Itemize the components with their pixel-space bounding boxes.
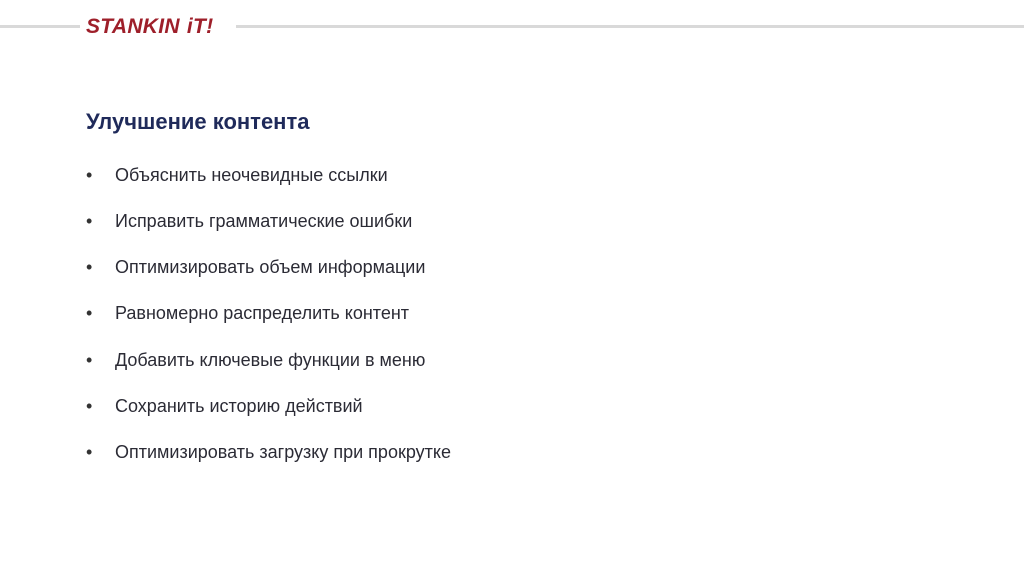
list-item — [86, 253, 451, 283]
list-item — [86, 160, 451, 190]
bullet-icon: • — [86, 164, 93, 185]
list-item-text: Оптимизировать объем информации — [115, 257, 426, 278]
bullet-icon: • — [86, 349, 93, 370]
slide-title: Улучшение контента — [86, 109, 310, 134]
list-item-text: Исправить грамматические ошибки — [115, 210, 413, 231]
list-item — [86, 345, 451, 375]
bullet-icon: • — [86, 395, 93, 416]
list-item-text: Оптимизировать загрузку при прокрутке — [115, 442, 451, 463]
list-item — [86, 299, 451, 329]
stankin-it-logo — [86, 12, 213, 40]
bullet-icon: • — [86, 210, 93, 231]
header-rule-right — [236, 25, 1024, 28]
logo-suffix: iT! — [186, 14, 214, 38]
list-item-text: Сохранить историю действий — [115, 395, 363, 416]
bullet-icon: • — [86, 303, 93, 324]
list-item-text: Объяснить неочевидные ссылки — [115, 164, 388, 185]
list-item-text: Равномерно распределить контент — [115, 303, 410, 324]
header-rule-left — [0, 25, 80, 28]
list-item — [86, 438, 451, 468]
list-item — [86, 391, 451, 421]
list-item-text: Добавить ключевые функции в меню — [115, 349, 426, 370]
logo-wordmark: STANKIN — [86, 14, 180, 38]
content-bullet-list — [86, 160, 451, 484]
bullet-icon: • — [86, 257, 93, 278]
list-item — [86, 206, 451, 236]
bullet-icon: • — [86, 442, 93, 463]
